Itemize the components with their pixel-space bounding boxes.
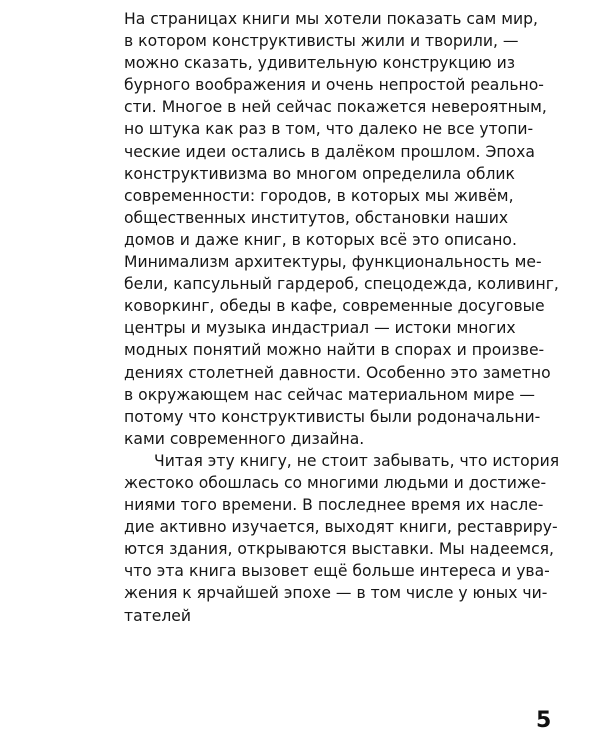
paragraph-1	[124, 8, 559, 450]
page-number: 5	[536, 708, 552, 733]
text-line: что эта книга вызовет ещё больше интереса и ува-	[124, 562, 550, 581]
text-line: модных понятий можно найти в спорах и произве-	[124, 341, 545, 360]
text-line: ются здания, открываются выставки. Мы надеемся,	[124, 540, 554, 559]
text-line: ниями того времени. В последнее время их насле-	[124, 496, 544, 515]
text-line: бели, капсульный гардероб, спецодежда, коливинг,	[124, 275, 559, 294]
text-line: в котором конструктивисты жили и творили, —	[124, 32, 519, 51]
text-line: домов и даже книг, в которых всё это описано.	[124, 230, 517, 249]
text-line: ками современного дизайна.	[124, 429, 365, 448]
text-line: ческие идеи остались в далёком прошлом. Эпоха	[124, 142, 535, 161]
text-line: дениях столетней давности. Особенно это заметно	[124, 363, 551, 382]
text-line: дие активно изучается, выходят книги, реставриру-	[124, 518, 558, 537]
text-line: коворкинг, обеды в кафе, современные досуговые	[124, 297, 545, 316]
text-line: можно сказать, удивительную конструкцию из	[124, 54, 516, 73]
text-line: общественных институтов, обстановки наших	[124, 208, 509, 227]
text-line: тателей	[124, 606, 192, 625]
text-line: сти. Многое в ней сейчас покажется невероятным,	[124, 98, 547, 117]
text-line: в окружающем нас сейчас материальном мире —	[124, 385, 535, 404]
text-line: жения к ярчайшей эпохе — в том числе у юных чи-	[124, 584, 548, 603]
text-line: На страницах книги мы хотели показать сам мир,	[124, 10, 538, 28]
text-line: современности: городов, в которых мы живём,	[124, 186, 514, 205]
text-line: но штука как раз в том, что далеко не все утопи-	[124, 120, 534, 139]
text-line: бурного воображения и очень непростой реально-	[124, 76, 544, 95]
body-text	[124, 8, 560, 627]
text-line: жестоко обошлась со многими людьми и достиже-	[124, 473, 547, 492]
text-line: Читая эту книгу, не стоит забывать, что история	[154, 451, 560, 470]
text-line: потому что конструктивисты были родоначальни-	[124, 407, 541, 426]
text-line: конструктивизма во многом определила облик	[124, 164, 515, 183]
text-line: Минимализм архитектуры, функциональность ме-	[124, 253, 542, 272]
paragraph-2	[124, 450, 560, 627]
text-line: центры и музыка индастриал — истоки многих	[124, 319, 516, 338]
